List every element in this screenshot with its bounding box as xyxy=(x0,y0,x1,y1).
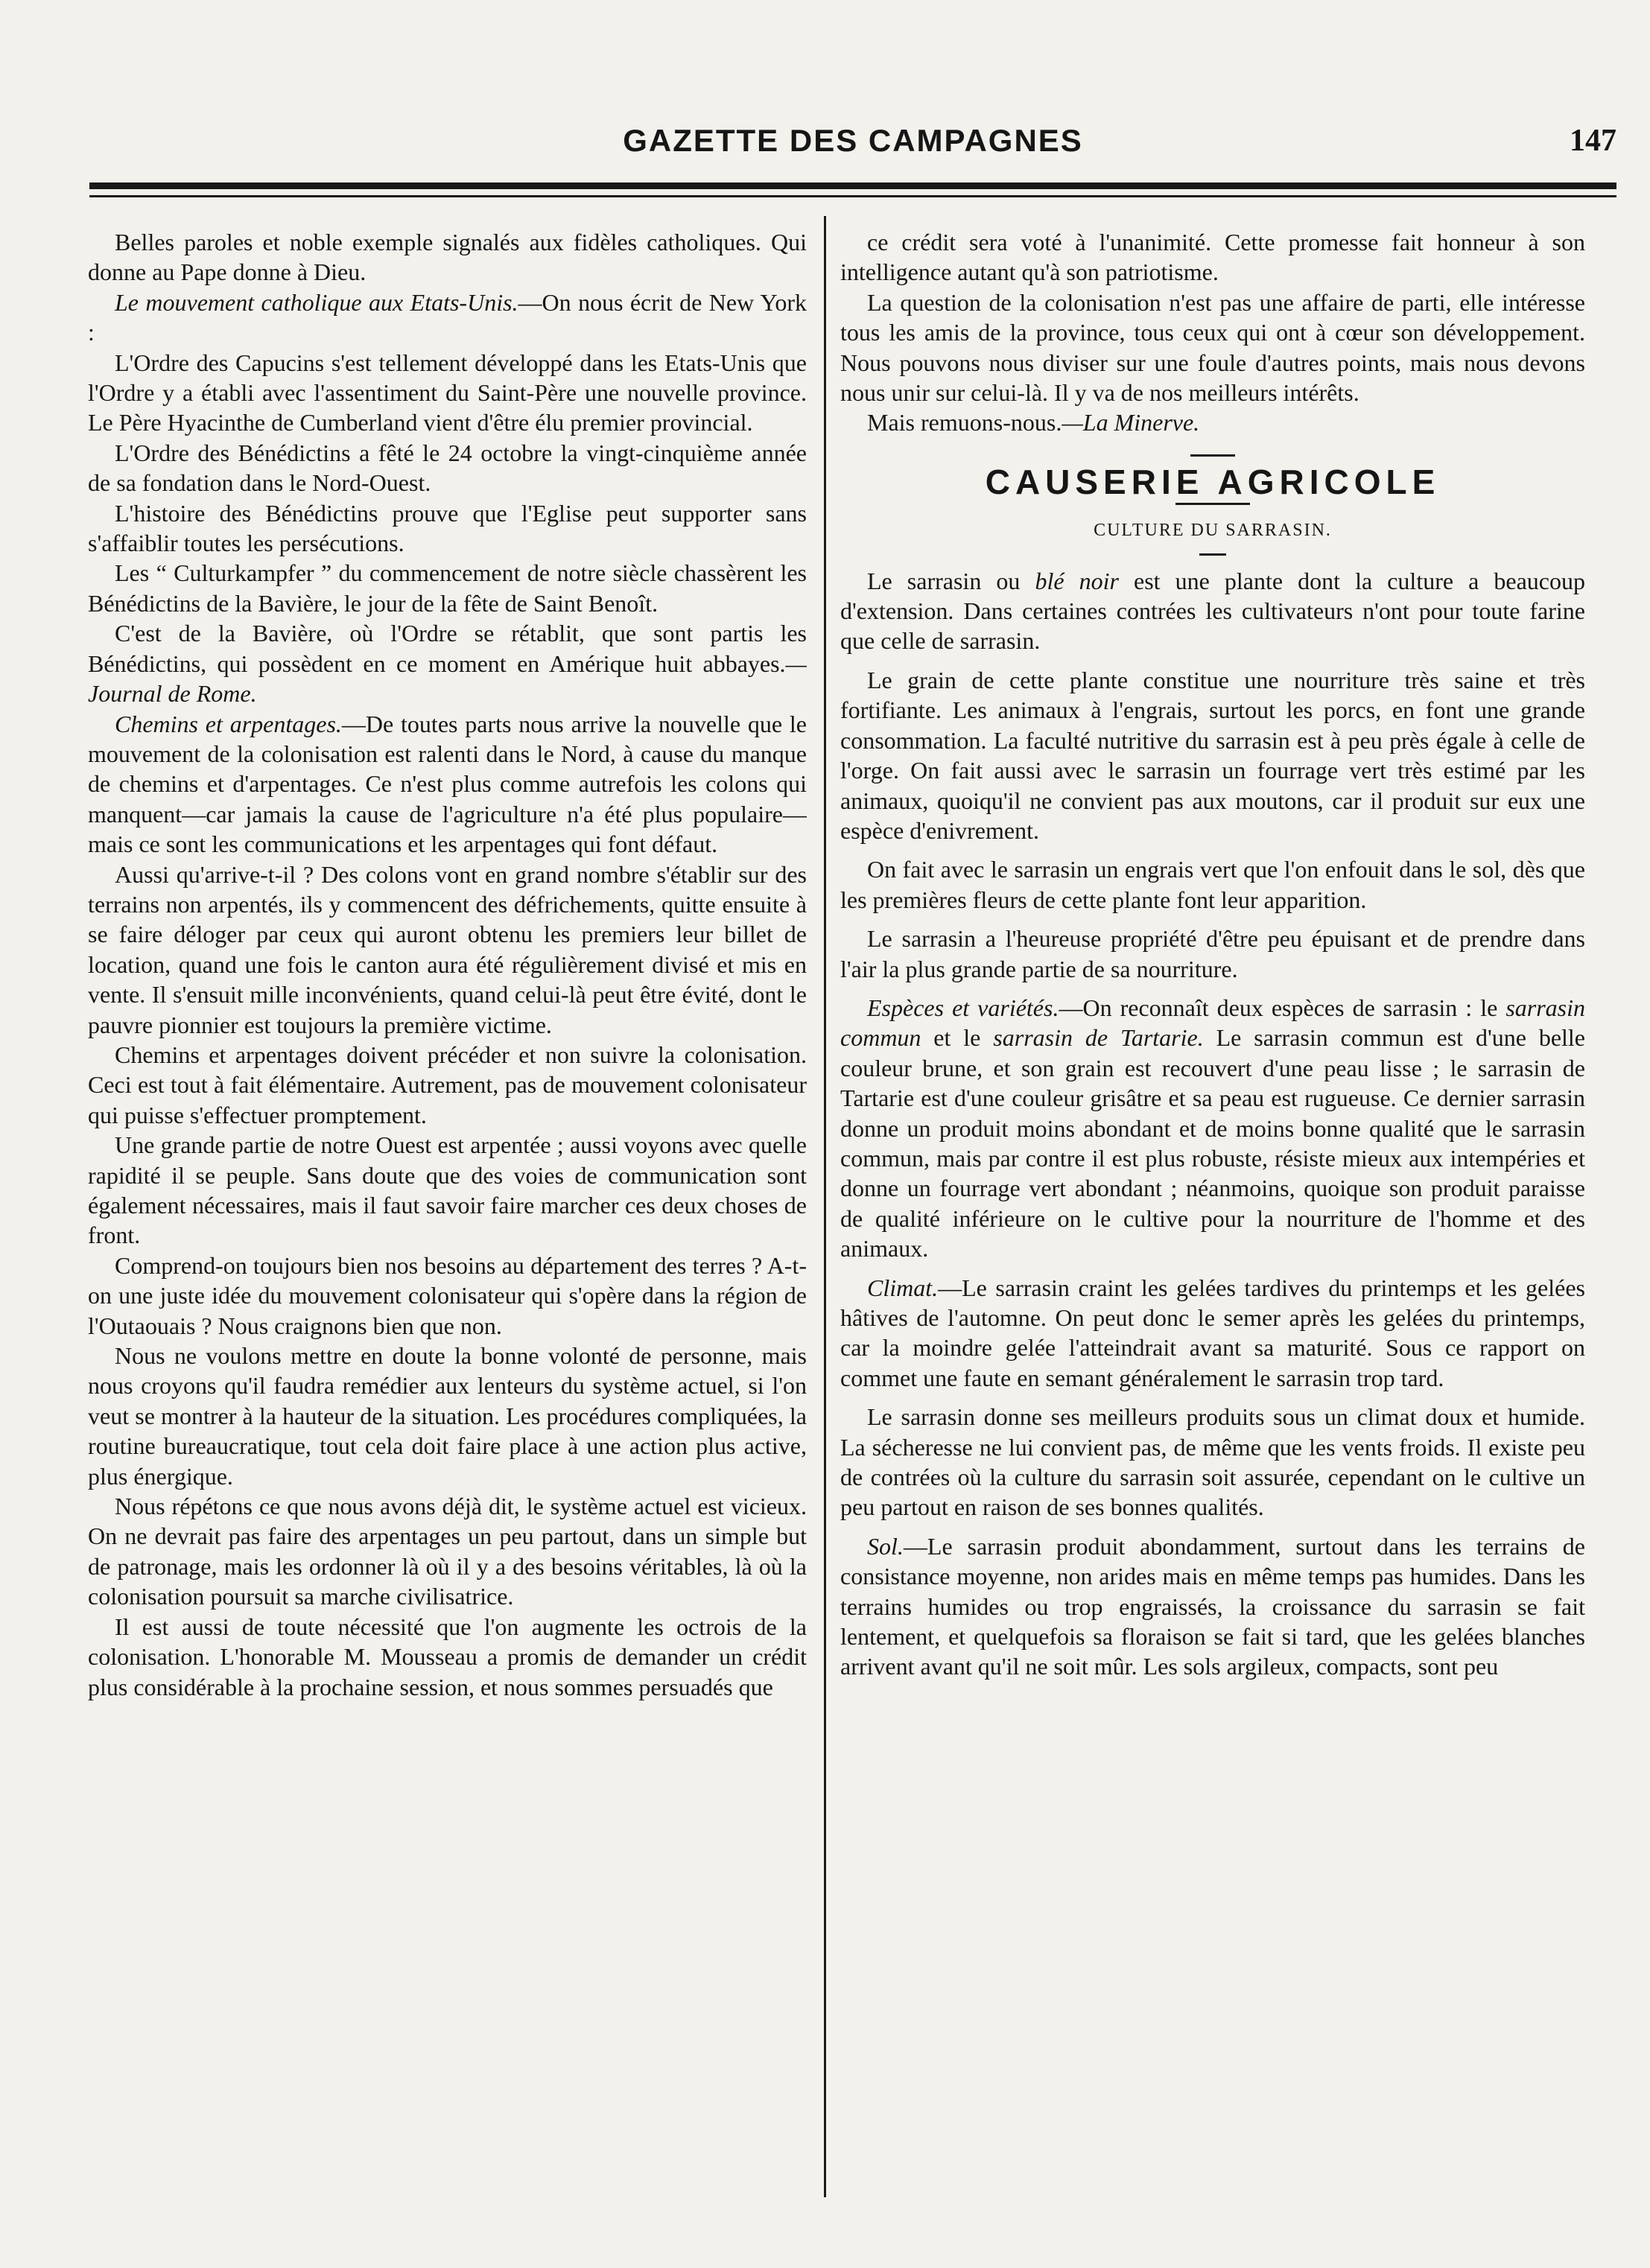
paragraph: C'est de la Bavière, où l'Ordre se rétablit, que sont partis les Bénédictins, qui possèdent en ce moment en Amérique huit abbayes.—Journal de Rome. xyxy=(88,620,807,708)
paragraph: Il est aussi de toute nécessité que l'on augmente les octrois de la colonisation. L'honorable M. Mousseau a promis de demander un crédit plus considérable à la prochaine session, et nous sommes persuadés que xyxy=(88,1613,807,1700)
paragraph: L'Ordre des Capucins s'est tellement développé dans les Etats-Unis que l'Ordre y a établi avec l'assentiment du Saint-Père une nouvelle province. Le Père Hyacinthe de Cumberland vient d'être élu premier provincial. xyxy=(88,349,807,436)
column-divider xyxy=(824,216,826,2197)
paragraph: Les “ Culturkampfer ” du commencement de notre siècle chassèrent les Bénédictins de la Bavière, le jour de la fête de Saint Benoît. xyxy=(88,559,807,617)
subtitle-rule xyxy=(1199,553,1226,556)
paragraph: Nous répétons ce que nous avons déjà dit, le système actuel est vicieux. On ne devrait pas faire des arpentages un peu partout, dans un simple but de patronage, mais les ordonner là où il y a des besoins véritables, là où la colonisation poursuit sa marche civilisatrice. xyxy=(88,1493,807,1610)
title-rule xyxy=(1175,503,1250,505)
paragraph: Belles paroles et noble exemple signalés aux fidèles catholiques. Qui donne au Pape donne à Dieu. xyxy=(88,229,807,286)
paragraph: Comprend-on toujours bien nos besoins au département des terres ? A-t-on une juste idée du mouvement colonisateur qui s'opère dans la région de l'Outaouais ? Nous craignons bien que non. xyxy=(88,1251,807,1339)
section-subtitle: CULTURE DU SARRASIN. xyxy=(1094,521,1332,541)
left-column xyxy=(88,227,807,2186)
page-header xyxy=(89,123,1616,159)
paragraph: On fait avec le sarrasin un engrais vert que l'on enfouit dans le sol, dès que les premières fleurs de cette plante font leur apparition. xyxy=(840,856,1585,913)
article-heading: Climat. xyxy=(867,1274,939,1301)
paragraph: Espèces et variétés.—On reconnaît deux espèces de sarrasin : le sarrasin commun et le sarrasin de Tartarie. Le sarrasin commun est d'une belle couleur brune, et son grain est recouvert d'une peau lisse ; le sarrasin de Tartarie est d'une couleur grisâtre et sa peau est rugueuse. Ce dernier sarrasin donne un produit moins abondant et de moins bonne qualité que le sarrasin commun, mais par contre il est plus robuste, résiste mieux aux intempéries et donne un fourrage vert abondant ; néanmoins, quoique son produit paraisse de qualité inférieure on le cultive pour la nourriture de l'homme et des animaux. xyxy=(840,994,1585,1262)
article-heading: Espèces et variétés. xyxy=(867,994,1059,1021)
paragraph: Une grande partie de notre Ouest est arpentée ; aussi voyons avec quelle rapidité il se peuple. Sans doute que des voies de communication sont également nécessaires, mais il faut savoir faire marcher ces deux choses de front. xyxy=(88,1131,807,1249)
paragraph: Aussi qu'arrive-t-il ? Des colons vont en grand nombre s'établir sur des terrains non arpentés, ils y commencent des défrichements, quitte ensuite à se faire déloger par ceux qui auront obtenu les premiers leur billet de location, quand une fois le canton aura été régulièrement divisé et mis en vente. Il s'ensuit mille inconvénients, quand celui-là peut être évité, dont le pauvre pionnier est toujours la première victime. xyxy=(88,860,807,1038)
article-separator xyxy=(1190,454,1235,457)
header-rule-thick xyxy=(89,182,1616,189)
paragraph: L'Ordre des Bénédictins a fêté le 24 octobre la vingt-cinquième année de sa fondation dans le Nord-Ouest. xyxy=(88,439,807,497)
article-heading: Le mouvement catholique aux Etats-Unis. xyxy=(115,288,518,316)
paragraph: Le sarrasin ou blé noir est une plante dont la culture a beaucoup d'extension. Dans certaines contrées les cultivateurs n'ont pour toute farine que celle de sarrasin. xyxy=(840,567,1585,655)
paragraph: Le grain de cette plante constitue une nourriture très saine et très fortifiante. Les animaux à l'engrais, surtout les porcs, en font une grande consommation. La faculté nutritive du sarrasin est à peu près égale à celle de l'orge. On fait aussi avec le sarrasin un fourrage vert très estimé par les animaux, quoiqu'il ne convient pas aux moutons, car il produit sur eux une espèce d'enivrement. xyxy=(840,666,1585,844)
paragraph: La question de la colonisation n'est pas une affaire de parti, elle intéresse tous les amis de la province, tous ceux qui ont à cœur son développement. Nous pouvons nous diviser sur une foule d'autres points, mais nous devons nous unir sur celui-là. Il y va de nos meilleurs intérêts. xyxy=(840,288,1585,407)
paragraph: Chemins et arpentages.—De toutes parts nous arrive la nouvelle que le mouvement de la colonisation est ralenti dans le Nord, à cause du manque de chemins et d'arpentages. Ce n'est plus comme autrefois les colons qui manquent—car jamais la cause de l'agriculture n'a été plus populaire—mais ce sont les communications et les arpentages qui font défaut. xyxy=(88,710,807,858)
source-credit: —La Minerve. xyxy=(1062,409,1200,436)
paragraph: Mais remuons-nous.—La Minerve. xyxy=(867,409,1200,436)
paragraph: Sol.—Le sarrasin produit abondamment, surtout dans les terrains de consistance moyenne, non arides mais en même temps pas humides. Dans les terrains humides ou trop engraissés, la croissance du sarrasin se fait lentement, et quelquefois sa floraison se fait si tard, que les gelées blanches arrivent avant qu'il ne soit mûr. Les sols argileux, compacts, sont peu xyxy=(840,1532,1585,1680)
paragraph: Le mouvement catholique aux Etats-Unis.—On nous écrit de New York : xyxy=(88,288,807,346)
paragraph: L'histoire des Bénédictins prouve que l'Eglise peut supporter sans s'affaiblir toutes les persécutions. xyxy=(88,499,807,557)
source-credit: —Journal de Rome. xyxy=(88,649,807,708)
paragraph: Le sarrasin a l'heureuse propriété d'être peu épuisant et de prendre dans l'air la plus grande partie de sa nourriture. xyxy=(840,925,1585,982)
page-number: 147 xyxy=(1570,124,1616,158)
article-heading: Chemins et arpentages. xyxy=(115,710,342,737)
paragraph: Climat.—Le sarrasin craint les gelées tardives du printemps et les gelées hâtives de l'automne. On peut donc le semer après les gelées du printemps, car la moindre gelée l'atteindrait avant sa maturité. Sous ce rapport on commet une faute en semant généralement le sarrasin trop tard. xyxy=(840,1274,1585,1391)
running-title: GAZETTE DES CAMPAGNES xyxy=(623,123,1083,158)
paragraph: Nous ne voulons mettre en doute la bonne volonté de personne, mais nous croyons qu'il faudra remédier aux lenteurs du système actuel, si l'on veut se montrer à la hauteur de la situation. Les procédures compliquées, la routine bureaucratique, tout cela doit faire place à une action plus active, plus énergique. xyxy=(88,1342,807,1490)
header-rule-thin xyxy=(89,195,1616,197)
paragraph: ce crédit sera voté à l'unanimité. Cette promesse fait honneur à son intelligence autant qu'à son patriotisme. xyxy=(840,229,1585,286)
article-heading: Sol. xyxy=(867,1532,904,1560)
paragraph: Le sarrasin donne ses meilleurs produits sous un climat doux et humide. La sécheresse ne lui convient pas, de même que les vents froids. Il existe peu de contrées où la culture du sarrasin soit assurée, cependant on le cultive un peu partout en raison de ses bonnes qualités. xyxy=(840,1403,1585,1521)
paragraph: Chemins et arpentages doivent précéder et non suivre la colonisation. Ceci est tout à fait élémentaire. Autrement, pas de mouvement colonisateur qui puisse s'effectuer promptement. xyxy=(88,1041,807,1128)
right-column xyxy=(840,227,1585,2186)
section-title: CAUSERIE AGRICOLE xyxy=(985,462,1441,501)
